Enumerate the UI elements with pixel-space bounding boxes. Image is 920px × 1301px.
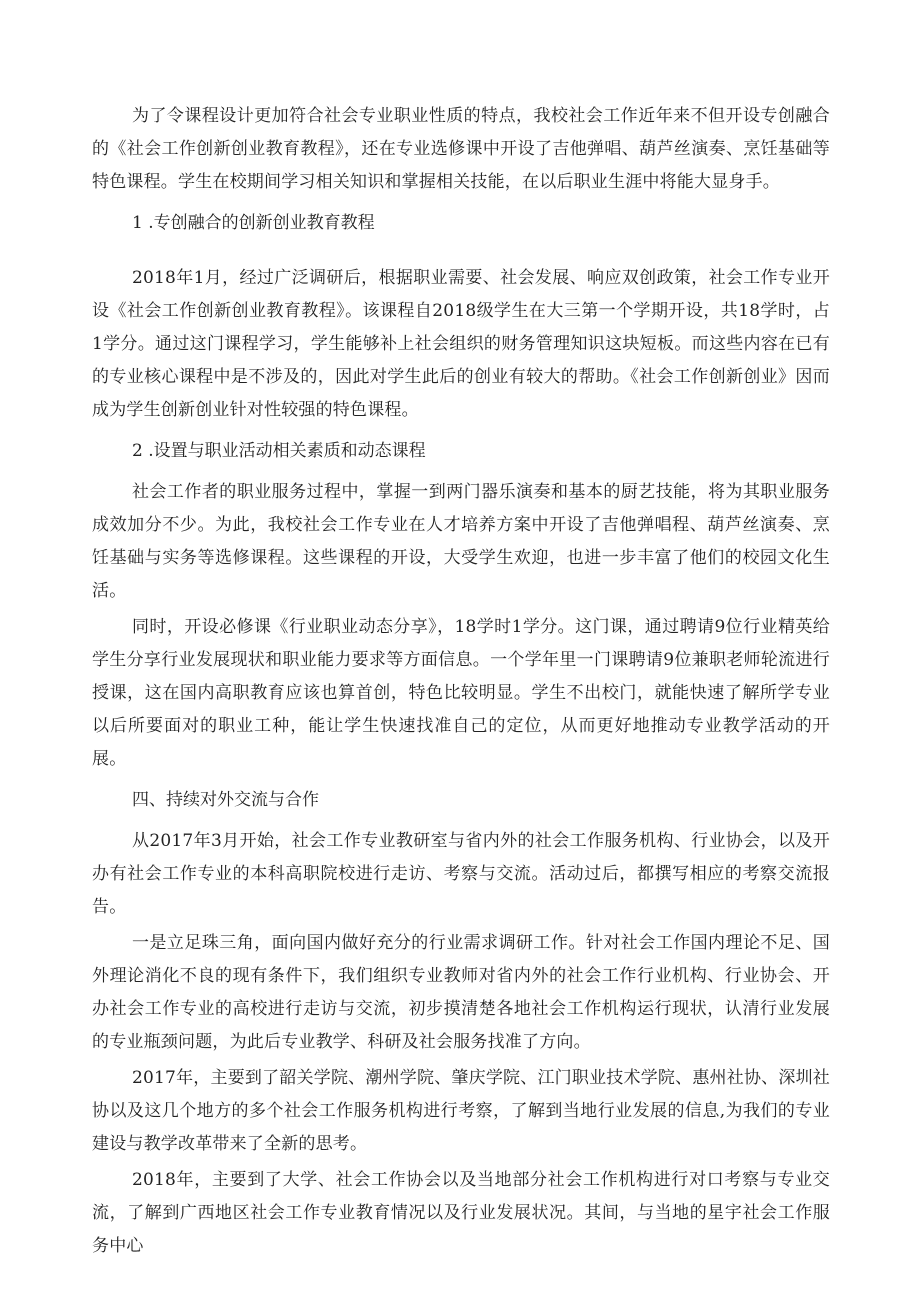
paragraph-research: 一是立足珠三角，面向国内做好充分的行业需求调研工作。针对社会工作国内理论不足、国外理论消化不良的现有条件下，我们组织专业教师对省内外的社会工作行业机构、行业协会、开办社会工作专业的高校进行走访与交流，初步摸清楚各地社会工作机构运行现状，认清行业发展的专业瓶颈问题，为此后专业教学、科研及社会服务找准了方向。: [92, 933, 830, 1052]
heading-exchange-cooperation: 四、持续对外交流与合作: [132, 790, 319, 810]
heading-innovation-course: 1 .专创融合的创新创业教育教程: [132, 213, 375, 233]
paragraph-2018-visits: 2018年，主要到了大学、社会工作协会以及当地部分社会工作机构进行对口考察与专业交流，了解到广西地区社会工作专业教育情况以及行业发展状况。其间，与当地的星宇社会工作服务中心: [92, 1170, 830, 1256]
paragraph-industry-dynamics: 同时，开设必修课《行业职业动态分享》，18学时1学分。这门课，通过聘请9位行业精英给学生分享行业发展现状和职业能力要求等方面信息。一个学年里一门课聘请9位兼职老师轮流进行授课，这在国内高职教育应该也算首创，特色比较明显。学生不出校门，就能快速了解所学专业以后所要面对的职业工种，能让学生快速找准自己的定位，从而更好地推动专业教学活动的开展。: [92, 617, 830, 769]
paragraph-exchange-start: 从2017年3月开始，社会工作专业教研室与省内外的社会工作服务机构、行业协会，以及开办有社会工作专业的本科高职院校进行走访、考察与交流。活动过后，都撰写相应的考察交流报告。: [92, 831, 830, 917]
heading-dynamic-course: 2 .设置与职业活动相关素质和动态课程: [132, 441, 426, 461]
paragraph-2017-visits: 2017年，主要到了韶关学院、潮州学院、肇庆学院、江门职业技术学院、惠州社协、深圳社协以及这几个地方的多个社会工作服务机构进行考察，了解到当地行业发展的信息,为我们的专业建设与教学改革带来了全新的思考。: [92, 1068, 830, 1154]
paragraph-intro: 为了令课程设计更加符合社会专业职业性质的特点，我校社会工作近年来不但开设专创融合的《社会工作创新创业教育教程》，还在专业选修课中开设了吉他弹唱、葫芦丝演奏、烹饪基础等特色课程。学生在校期间学习相关知识和掌握相关技能，在以后职业生涯中将能大显身手。: [92, 106, 830, 192]
paragraph-elective-courses: 社会工作者的职业服务过程中，掌握一到两门器乐演奏和基本的厨艺技能，将为其职业服务成效加分不少。为此，我校社会工作专业在人才培养方案中开设了吉他弹唱程、葫芦丝演奏、烹饪基础与实务等选修课程。这些课程的开设，大受学生欢迎，也进一步丰富了他们的校园文化生活。: [92, 482, 830, 601]
document-page: [92, 100, 830, 1266]
paragraph-innovation-course: 2018年1月，经过广泛调研后，根据职业需要、社会发展、响应双创政策，社会工作专业开设《社会工作创新创业教育教程》。该课程自2018级学生在大三第一个学期开设，共18学时，占1学分。通过这门课程学习，学生能够补上社会组织的财务管理知识这块短板。而这些内容在已有的专业核心课程中是不涉及的，因此对学生此后的创业有较大的帮助。《社会工作创新创业》因而成为学生创新创业针对性较强的特色课程。: [92, 268, 830, 420]
